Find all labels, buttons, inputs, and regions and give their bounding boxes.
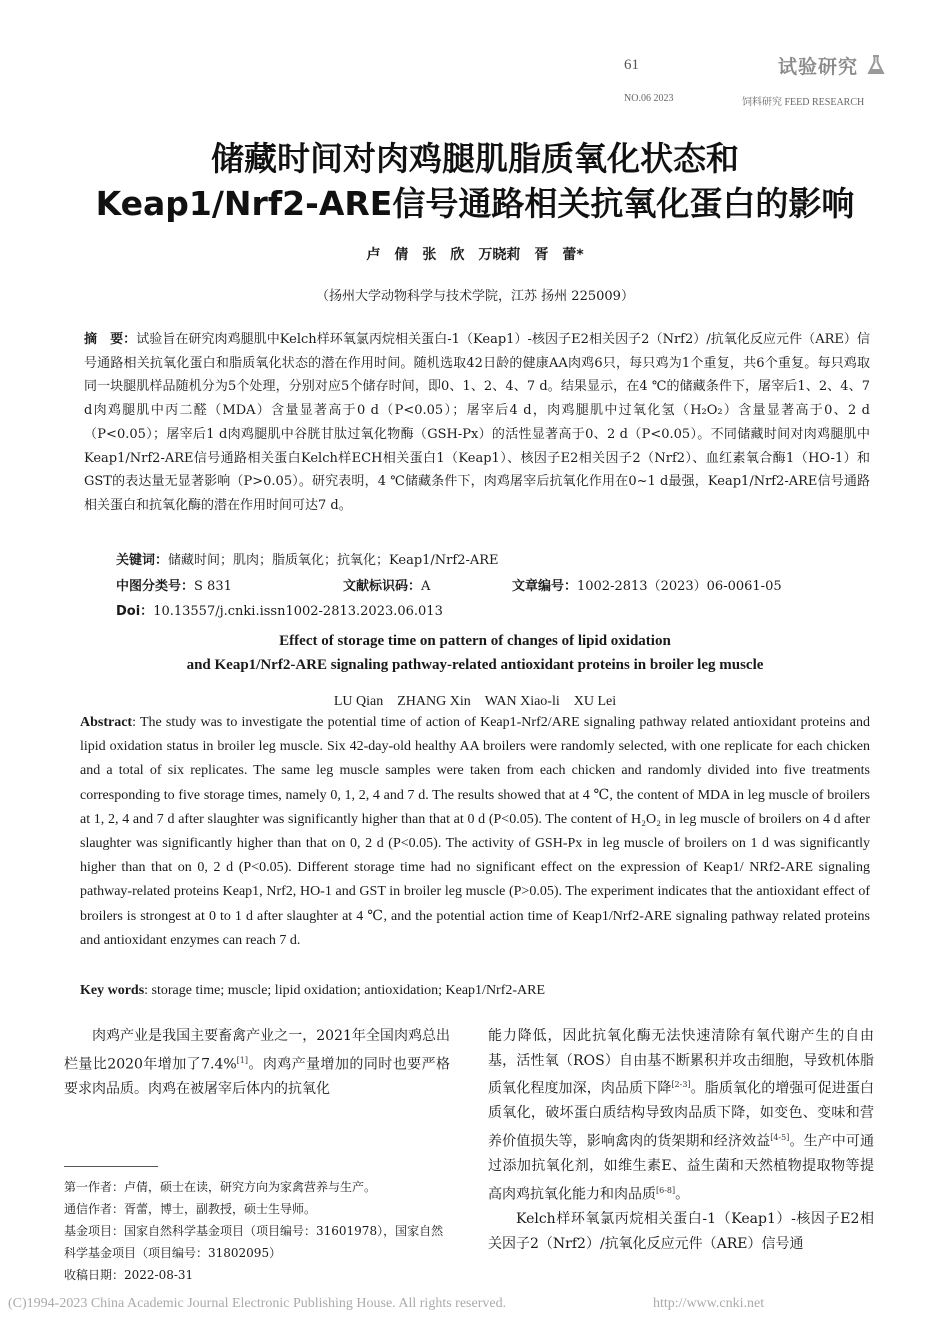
keywords-en-label: Key words	[80, 983, 145, 998]
abstract-cn	[84, 328, 870, 518]
doi-value: 10.13557/j.cnki.issn1002-2813.2023.06.013	[153, 604, 443, 619]
section-title: 试验研究	[778, 56, 859, 78]
article-number	[512, 575, 782, 594]
clc-label: 中图分类号：	[116, 579, 195, 594]
abstract-cn-text: 试验旨在研究肉鸡腿肌中Kelch样环氧氯丙烷相关蛋白-1（Keap1）-核因子E2相关因子2（Nrf2）/抗氧化反应元件（ARE）信号通路相关抗氧化蛋白和脂质氧化状态的潜在作用时间。随机选取42日龄的健康AA肉鸡6只，每只鸡为1个重复，共6个重复。每只鸡取同一块腿肌样品随机分为5个处理，分别对应5个储存时间，即0、1、2、4、7 d。结果显示，在4 ℃的储藏条件下，屠宰后1、2、4、7 d肉鸡腿肌中丙二醛（MDA）含量显著高于0 d（P<0.05）；屠宰后4 d，肉鸡腿肌中过氧化氢（H₂O₂）含量显著高于0、2 d（P<0.05）；屠宰后1 d肉鸡腿肌中谷胱甘肽过氧化物酶（GSH-Px）的活性显著高于0、2 d（P<0.05）。不同储藏时间对肉鸡腿肌中Keap1/Nrf2-ARE信号通路相关蛋白Kelch样ECH相关蛋白1（Keap1）、核因子E2相关因子2（Nrf2）、血红素氧合酶1（HO-1）和GST的表达量无显著影响（P>0.05）。研究表明，4 ℃储藏条件下，肉鸡屠宰后抗氧化作用在0~1 d最强，Keap1/Nrf2-ARE信号通路相关蛋白和抗氧化酶的潜在作用时间可达7 d。	[84, 332, 870, 513]
citation-ref[interactable]: [1]	[236, 1055, 248, 1065]
body-text: 能力降低，因此抗氧化酶无法快速清除有氧代谢产生的自由基，活性氧（ROS）自由基不断累积并攻击细胞，导致机体脂质氧化程度加深，肉品质下降	[488, 1028, 874, 1097]
footer-url-link[interactable]: http://www.cnki.net	[653, 1296, 765, 1311]
body-text: 肉鸡产业是我国主要畜禽产业之一，2021年全国肉鸡总出栏量比2020年增加了7.4%	[64, 1028, 450, 1073]
body-text: 。	[675, 1186, 690, 1203]
doc-value: A	[421, 579, 431, 594]
body-column-left	[64, 1024, 450, 1101]
clc-value: S 831	[194, 579, 232, 594]
body-paragraph	[64, 1024, 450, 1101]
keywords-en-text: : storage time; muscle; lipid oxidation; antioxidation; Keap1/Nrf2-ARE	[144, 983, 546, 998]
doc-label: 文献标识码：	[343, 579, 422, 594]
body-text: 。生产中可通过添加抗氧化剂，如维生素E、益生菌和天然植物提取物等提高肉鸡抗氧化能力和肉品质	[488, 1133, 875, 1203]
citation-ref[interactable]: [4-5]	[770, 1133, 790, 1143]
page-number: 61	[624, 57, 639, 73]
doi	[116, 600, 443, 619]
body-text: 。肉鸡产量增加的同时也要严格要求肉品质。肉鸡在被屠宰后体内的抗氧化	[64, 1056, 450, 1097]
article-title-line-1: 储藏时间对肉鸡腿肌脂质氧化状态和	[211, 139, 739, 178]
footnote-first-author: 第一作者：卢倩，硕士在读，研究方向为家禽营养与生产。	[64, 1180, 377, 1194]
body-column-right	[488, 1024, 874, 1256]
keywords-cn	[116, 549, 499, 568]
classification-row	[0, 575, 950, 595]
clc-number	[116, 575, 232, 594]
journal-name: 饲料研究 FEED RESEARCH	[742, 97, 865, 108]
doi-label: Doi：	[116, 604, 154, 619]
keywords-en	[80, 983, 545, 999]
abstract-en-text: : The study was to investigate the potential time of action of Keap1-Nrf2/ARE signaling pathway related antioxidant proteins and lipid oxidation status in broiler leg muscle. Six 42-day-old healthy AA broilers were randomly selected, with one replicate for each chicken and a total of six replicates. The same leg muscle samples were taken from each chicken and randomly divided into five treatments corresponding to five storage times, namely 0, 1, 2, 4 and 7 d. The results showed that at 4 ℃, the content of MDA in leg muscle of broilers at 1, 2, 4 and 7 d after slaughter was significantly higher than that at 0 d (P<0.05). The content of H₂O₂ in leg muscle of broilers on 4 d after slaughter was significantly higher than that on 0, 2 d (P<0.05). The activity of GSH-Px in leg muscle of broilers on 1 d was significantly higher than that on 0, 2 d (P<0.05). Different storage time had no significant effect on the expression of Keap1/ NRf2-ARE signaling pathway-related proteins Keap1, Nrf2, HO-1 and GST in broiler leg muscle (P>0.05). The experiment indicates that the antioxidant effect of broilers is strongest at 0 to 1 d after slaughter at 4 ℃, and the potential action time of Keap1/Nrf2-ARE signaling pathway related proteins and antioxidant enzymes can reach 7 d.	[80, 715, 870, 948]
body-text: 。脂质氧化的增强可促进蛋白质氧化，破坏蛋白质结构导致肉品质下降，如变色、变味和营养价值损失等，影响禽肉的货架期和经济效益	[488, 1080, 874, 1150]
citation-ref[interactable]: [6-8]	[656, 1185, 676, 1195]
english-author-list: LU Qian ZHANG Xin WAN Xiao-li XU Lei	[333, 694, 617, 709]
affiliation: （扬州大学动物科学与技术学院，江苏 扬州 225009）	[316, 289, 634, 304]
body-paragraph: Kelch样环氧氯丙烷相关蛋白-1（Keap1）-核因子E2相关因子2（Nrf2）/抗氧化反应元件（ARE）信号通	[488, 1211, 874, 1252]
art-label: 文章编号：	[512, 579, 578, 594]
flask-icon	[866, 54, 886, 76]
english-title-line-2: and Keap1/Nrf2-ARE signaling pathway-related antioxidant proteins in broiler leg muscle	[186, 657, 764, 673]
art-value: 1002-2813（2023）06-0061-05	[577, 579, 782, 594]
english-title-line-1: Effect of storage time on pattern of changes of lipid oxidation	[279, 633, 671, 649]
abstract-en-label: Abstract	[80, 715, 133, 730]
footnote-divider	[64, 1166, 158, 1167]
footnotes	[64, 1176, 450, 1286]
issue-label: NO.06 2023	[624, 93, 674, 104]
abstract-cn-label: 摘 要：	[84, 332, 137, 347]
footnote-received-date: 收稿日期：2022-08-31	[64, 1268, 194, 1282]
abstract-en	[80, 711, 870, 953]
keywords-cn-label: 关键词：	[116, 553, 169, 568]
citation-ref[interactable]: [2-3]	[671, 1080, 691, 1090]
author-list: 卢 倩 张 欣 万晓莉 胥 蕾*	[366, 247, 584, 263]
body-paragraph	[488, 1024, 874, 1207]
copyright-text: (C)1994-2023 China Academic Journal Electronic Publishing House. All rights reserved.	[8, 1296, 507, 1311]
footnote-corresponding-author: 通信作者：胥蕾，博士，副教授，硕士生导师。	[64, 1202, 317, 1216]
keywords-cn-text: 储藏时间；肌肉；脂质氧化；抗氧化；Keap1/Nrf2-ARE	[168, 553, 499, 568]
document-code	[343, 575, 430, 594]
article-title-line-2: Keap1/Nrf2-ARE信号通路相关抗氧化蛋白的影响	[95, 184, 855, 223]
footnote-funding: 基金项目：国家自然科学基金项目（项目编号：31601978），国家自然科学基金项目（项目编号：31802095）	[64, 1224, 444, 1260]
